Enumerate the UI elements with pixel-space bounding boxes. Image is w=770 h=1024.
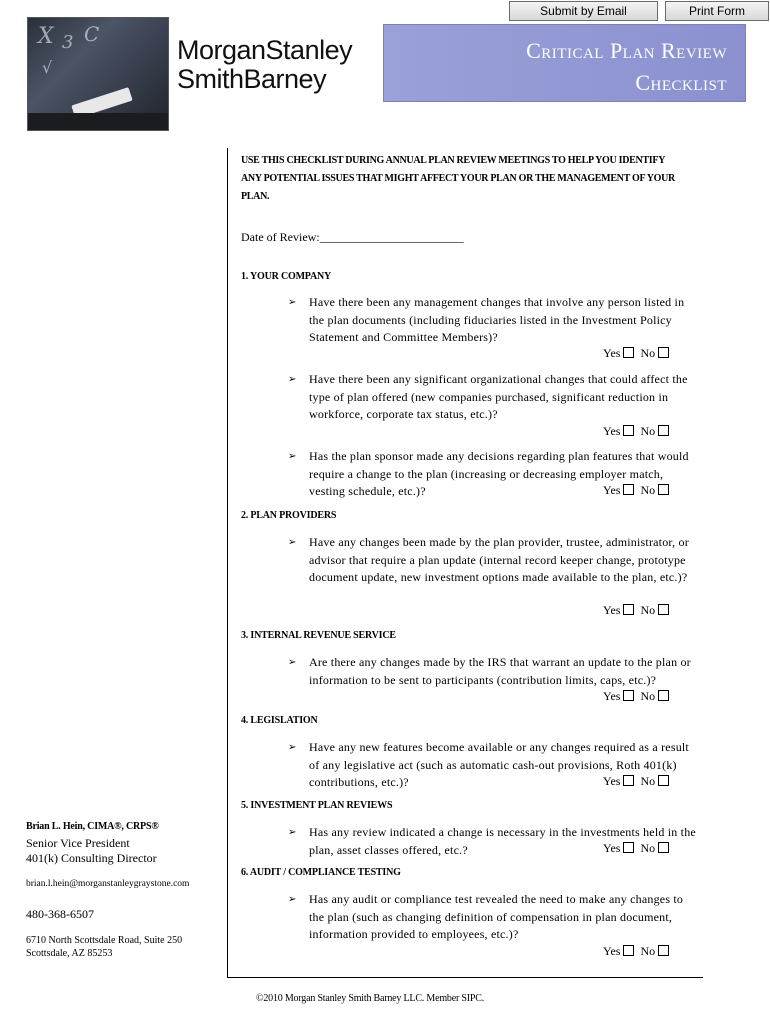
yes-checkbox[interactable] <box>623 690 634 701</box>
yes-checkbox[interactable] <box>623 775 634 786</box>
yes-no-3 <box>603 483 669 498</box>
no-checkbox[interactable] <box>658 347 669 358</box>
logo-line-2: SmithBarney <box>177 64 327 94</box>
no-label: No <box>640 944 656 958</box>
yes-label: Yes <box>603 424 621 438</box>
section-heading-plan-providers: 2. PLAN PROVIDERS <box>241 510 337 521</box>
arrow-bullet-icon: ➢ <box>288 451 297 462</box>
no-label: No <box>640 346 656 360</box>
title-line-2: Checklist <box>635 70 727 95</box>
yes-no-4 <box>603 603 669 618</box>
no-label: No <box>640 841 656 855</box>
no-label: No <box>640 424 656 438</box>
title-line-1: Critical Plan Review <box>526 38 727 63</box>
yes-no-1 <box>603 346 669 361</box>
chalkboard-photo: X 3 C √ <box>27 17 169 131</box>
section-heading-legislation: 4. LEGISLATION <box>241 715 318 726</box>
arrow-bullet-icon: ➢ <box>288 537 297 548</box>
yes-checkbox[interactable] <box>623 604 634 615</box>
no-checkbox[interactable] <box>658 775 669 786</box>
logo-line-1: MorganStanley <box>177 35 353 65</box>
vertical-divider <box>227 148 228 978</box>
section-heading-irs: 3. INTERNAL REVENUE SERVICE <box>241 630 396 641</box>
no-checkbox[interactable] <box>658 604 669 615</box>
yes-label: Yes <box>603 841 621 855</box>
contact-subtitle: 401(k) Consulting Director <box>26 851 157 865</box>
no-checkbox[interactable] <box>658 484 669 495</box>
no-label: No <box>640 483 656 497</box>
no-checkbox[interactable] <box>658 690 669 701</box>
arrow-bullet-icon: ➢ <box>288 297 297 308</box>
date-of-review-field[interactable]: Date of Review:________________________ <box>241 230 464 244</box>
submit-by-email-button[interactable]: Submit by Email <box>509 1 658 21</box>
yes-no-8 <box>603 944 669 959</box>
contact-title: Senior Vice President <box>26 836 130 850</box>
arrow-bullet-icon: ➢ <box>288 657 297 668</box>
yes-no-7 <box>603 841 669 856</box>
section-heading-your-company: 1. YOUR COMPANY <box>241 271 332 282</box>
contact-address-line-1: 6710 North Scottsdale Road, Suite 250 <box>26 935 183 946</box>
section-heading-investment-plan-reviews: 5. INVESTMENT PLAN REVIEWS <box>241 800 393 811</box>
instructions-text: USE THIS CHECKLIST DURING ANNUAL PLAN REVIEW MEETINGS TO HELP YOU IDENTIFY ANY POTENTIAL ISSUES THAT MIGHT AFFECT YOUR PLAN OR THE MANAGEMENT OF YOUR PLAN. <box>241 155 675 202</box>
arrow-bullet-icon: ➢ <box>288 742 297 753</box>
title-banner <box>383 24 746 102</box>
yes-no-6 <box>603 774 669 789</box>
contact-address-line-2: Scottsdale, AZ 85253 <box>26 948 113 959</box>
contact-email[interactable]: brian.l.hein@morganstanleygraystone.com <box>26 879 190 889</box>
company-logo <box>177 36 352 94</box>
arrow-bullet-icon: ➢ <box>288 894 297 905</box>
yes-checkbox[interactable] <box>623 347 634 358</box>
yes-label: Yes <box>603 603 621 617</box>
question-text: Has any audit or compliance test revealed the need to make any changes to the plan (such as changing definition of compensation in plan document, information provided to employees, etc.)? <box>309 892 684 941</box>
question-text: Have there been any significant organizational changes that could affect the type of plan offered (new companies purchased, significant reduction in workforce, corporate tax status, etc.)? <box>309 372 688 421</box>
no-label: No <box>640 774 656 788</box>
arrow-bullet-icon: ➢ <box>288 827 297 838</box>
question-text: Has any review indicated a change is necessary in the investments held in the plan, asset classes offered, etc.? <box>309 825 696 857</box>
no-checkbox[interactable] <box>658 945 669 956</box>
yes-label: Yes <box>603 483 621 497</box>
yes-no-5 <box>603 689 669 704</box>
yes-no-2 <box>603 424 669 439</box>
yes-checkbox[interactable] <box>623 842 634 853</box>
no-label: No <box>640 603 656 617</box>
yes-label: Yes <box>603 944 621 958</box>
question-text: Have any changes been made by the plan provider, trustee, administrator, or advisor that require a plan update (internal record keeper change, prototype document update, new investment options made available to the plan, etc.)? <box>309 535 689 584</box>
no-checkbox[interactable] <box>658 425 669 436</box>
question-text: Are there any changes made by the IRS that warrant an update to the plan or information to be sent to participants (contribution limits, caps, etc.)? <box>309 655 691 687</box>
section-heading-audit-compliance: 6. AUDIT / COMPLIANCE TESTING <box>241 867 401 878</box>
yes-checkbox[interactable] <box>623 945 634 956</box>
yes-label: Yes <box>603 774 621 788</box>
contact-name: Brian L. Hein, CIMA®, CRPS® <box>26 821 159 832</box>
arrow-bullet-icon: ➢ <box>288 374 297 385</box>
copyright-footer: ©2010 Morgan Stanley Smith Barney LLC. Member SIPC. <box>255 993 485 1004</box>
no-checkbox[interactable] <box>658 842 669 853</box>
bottom-divider <box>227 977 703 978</box>
yes-label: Yes <box>603 346 621 360</box>
yes-label: Yes <box>603 689 621 703</box>
print-form-button[interactable]: Print Form <box>665 1 769 21</box>
contact-phone: 480-368-6507 <box>26 907 94 921</box>
question-text: Have there been any management changes that involve any person listed in the plan documents (including fiduciaries listed in the Investment Policy Statement and Committee Members)? <box>309 295 685 344</box>
yes-checkbox[interactable] <box>623 425 634 436</box>
question-text: Has the plan sponsor made any decisions regarding plan features that would require a change to the plan (increasing or decreasing employer match, vesting schedule, etc.)? <box>309 449 689 498</box>
no-label: No <box>640 689 656 703</box>
question-text: Have any new features become available or any changes required as a result of any legislative act (such as automatic cash-out provisions, Roth 401(k) contributions, etc.)? <box>309 740 689 789</box>
document-title <box>526 35 727 99</box>
yes-checkbox[interactable] <box>623 484 634 495</box>
